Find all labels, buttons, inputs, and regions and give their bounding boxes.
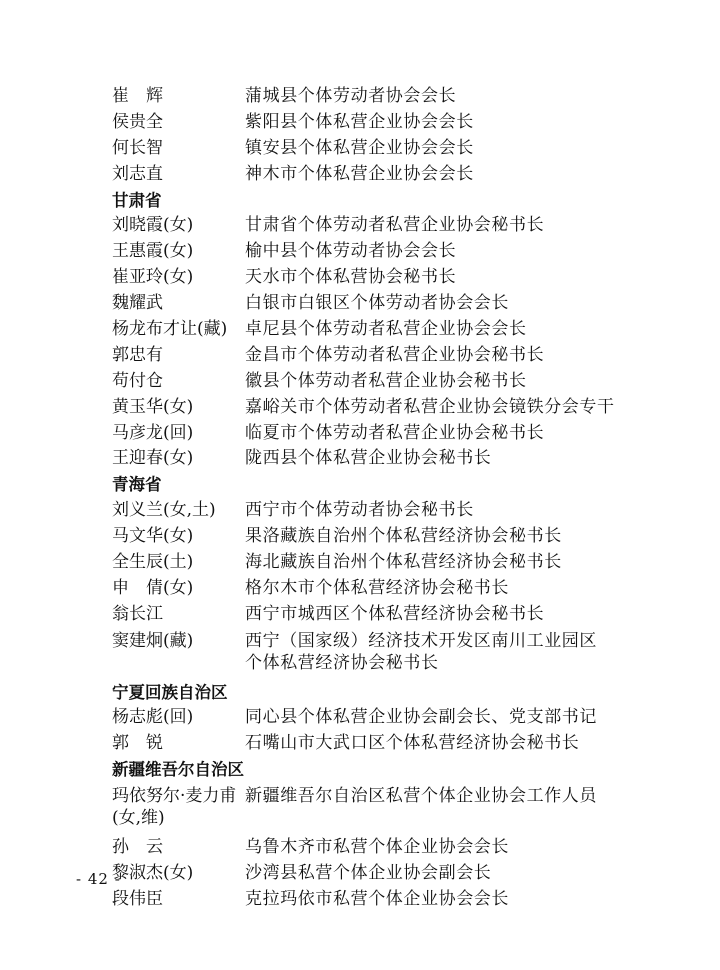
member-name: 何长智 xyxy=(112,137,163,158)
member-row xyxy=(0,421,720,447)
member-name: 窦建炯(藏) xyxy=(112,630,194,651)
member-title: 海北藏族自治州个体私营经济协会秘书长 xyxy=(245,552,562,573)
member-name: 黎淑杰(女) xyxy=(112,862,194,883)
member-name: 段伟臣 xyxy=(112,888,163,909)
member-title: 西宁市个体劳动者协会秘书长 xyxy=(245,500,474,521)
member-row xyxy=(0,628,720,680)
member-title: 神木市个体私营企业协会会长 xyxy=(245,163,474,184)
member-row xyxy=(0,317,720,343)
member-row xyxy=(0,136,720,162)
member-title: 陇西县个体私营企业协会秘书长 xyxy=(245,448,492,469)
member-title: 乌鲁木齐市私营个体企业协会会长 xyxy=(245,836,509,857)
member-name: 马文华(女) xyxy=(112,526,194,547)
member-title: 西宁市城西区个体私营经济协会秘书长 xyxy=(245,603,545,624)
member-name: 孙 云 xyxy=(112,836,163,857)
member-row xyxy=(0,343,720,369)
member-name: 马彦龙(回) xyxy=(112,422,194,443)
member-row xyxy=(0,84,720,110)
member-title: 蒲城县个体劳动者协会会长 xyxy=(245,86,457,106)
member-row xyxy=(0,835,720,861)
member-title: 沙湾县私营个体企业协会副会长 xyxy=(245,862,492,883)
member-name: 刘义兰(女,土) xyxy=(112,500,216,521)
member-row xyxy=(0,731,720,757)
member-title: 白银市白银区个体劳动者协会会长 xyxy=(245,293,509,314)
member-title: 西宁（国家级）经济技术开发区南川工业园区个体私营经济协会秘书长 xyxy=(245,630,597,673)
member-name: 黄玉华(女) xyxy=(112,396,194,417)
province-heading: 青海省 xyxy=(112,475,162,495)
member-name: 玛依努尔·麦力甫(女,维) xyxy=(112,786,237,829)
member-row xyxy=(0,602,720,628)
member-row xyxy=(0,265,720,291)
member-row xyxy=(0,291,720,317)
member-title: 徽县个体劳动者私营企业协会秘书长 xyxy=(245,370,527,391)
member-name: 王惠霞(女) xyxy=(112,241,194,262)
member-row xyxy=(0,446,720,472)
member-name: 王迎春(女) xyxy=(112,448,194,469)
member-name: 申 倩(女) xyxy=(112,577,194,598)
member-row xyxy=(0,705,720,731)
member-row xyxy=(0,369,720,395)
member-name: 杨志彪(回) xyxy=(112,707,194,728)
member-row xyxy=(0,395,720,421)
member-name: 魏耀武 xyxy=(112,293,163,314)
province-heading: 甘肃省 xyxy=(112,190,162,210)
member-row xyxy=(0,550,720,576)
member-name: 崔 辉 xyxy=(112,86,163,106)
member-row xyxy=(0,213,720,239)
member-title: 甘肃省个体劳动者私营企业协会秘书长 xyxy=(245,215,545,236)
member-row xyxy=(0,110,720,136)
member-name: 郭 锐 xyxy=(112,733,163,754)
member-name: 崔亚玲(女) xyxy=(112,267,194,288)
member-name: 郭忠有 xyxy=(112,344,163,365)
member-title: 镇安县个体私营企业协会会长 xyxy=(245,137,474,158)
member-title: 紫阳县个体私营企业协会会长 xyxy=(245,111,474,132)
member-row xyxy=(0,887,720,913)
member-name: 侯贵全 xyxy=(112,111,163,132)
member-title: 同心县个体私营企业协会副会长、党支部书记 xyxy=(245,707,597,728)
member-name: 杨龙布才让(藏) xyxy=(112,319,228,340)
member-row xyxy=(0,162,720,188)
member-row xyxy=(0,498,720,524)
member-title: 临夏市个体劳动者私营企业协会秘书长 xyxy=(245,422,545,443)
member-title: 嘉峪关市个体劳动者私营企业协会镜铁分会专干 xyxy=(245,396,615,417)
member-title: 卓尼县个体劳动者私营企业协会会长 xyxy=(245,319,527,340)
member-name: 翁长江 xyxy=(112,603,163,624)
member-row xyxy=(0,783,720,835)
province-heading: 新疆维吾尔自治区 xyxy=(112,760,244,780)
member-name: 苟付仓 xyxy=(112,370,163,391)
province-heading: 宁夏回族自治区 xyxy=(112,682,228,702)
member-title: 石嘴山市大武口区个体私营经济协会秘书长 xyxy=(245,733,580,754)
member-title: 金昌市个体劳动者私营企业协会秘书长 xyxy=(245,344,545,365)
member-title: 果洛藏族自治州个体私营经济协会秘书长 xyxy=(245,526,562,547)
member-name: 刘志直 xyxy=(112,163,163,184)
member-title: 天水市个体私营协会秘书长 xyxy=(245,267,457,288)
member-name: 刘晓霞(女) xyxy=(112,215,194,236)
member-title: 格尔木市个体私营经济协会秘书长 xyxy=(245,577,509,598)
member-title: 新疆维吾尔自治区私营个体企业协会工作人员 xyxy=(245,786,597,807)
member-list xyxy=(0,84,720,913)
member-row xyxy=(0,239,720,265)
page-number: - 42 - xyxy=(76,870,121,888)
member-title: 榆中县个体劳动者协会会长 xyxy=(245,241,457,262)
member-row xyxy=(0,576,720,602)
member-name: 全生辰(土) xyxy=(112,552,194,573)
member-title: 克拉玛依市私营个体企业协会会长 xyxy=(245,888,509,909)
member-row xyxy=(0,524,720,550)
